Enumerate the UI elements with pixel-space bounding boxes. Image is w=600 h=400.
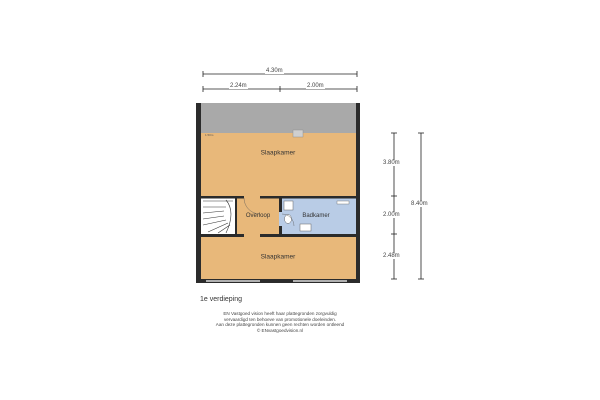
bathroom-shower bbox=[284, 201, 293, 210]
stair-area bbox=[201, 198, 235, 234]
floor-label: 1e verdieping bbox=[200, 296, 243, 303]
slaapkamer-top-floor bbox=[201, 133, 356, 196]
room-label-badkamer: Badkamer bbox=[302, 213, 330, 219]
disclaimer bbox=[160, 311, 400, 333]
badkamer-door-opening bbox=[279, 212, 282, 226]
dim-total-width: 4.30m bbox=[266, 68, 283, 74]
radiator-icon bbox=[337, 201, 349, 204]
dim-height-top: 3.80m bbox=[383, 160, 400, 166]
dim-height-bottom: 2.48m bbox=[383, 253, 400, 259]
small-annotation: 1.50m bbox=[205, 133, 214, 137]
dim-height-mid: 2.00m bbox=[383, 212, 400, 218]
dim-width-right: 2.00m bbox=[307, 83, 324, 89]
sink-icon bbox=[300, 224, 311, 231]
toilet-icon bbox=[285, 215, 292, 224]
dimension-top-split bbox=[203, 86, 357, 92]
disclaimer-line: Aan deze plattegronden kunnen geen rechten worden ontleend bbox=[215, 322, 345, 328]
room-label-slaapkamer-top: Slaapkamer bbox=[260, 149, 296, 157]
dim-width-left: 2.24m bbox=[230, 83, 247, 89]
disclaimer-line: © ENvastgoedvision.nl bbox=[256, 327, 304, 333]
room-label-overloop: Overloop bbox=[245, 213, 271, 219]
dim-total-height: 8.40m bbox=[411, 201, 428, 207]
room-label-slaapkamer-bottom: Slaapkamer bbox=[260, 253, 296, 261]
disclaimer-line: vervaardigd ten behoeve van promotionele doeleinden. bbox=[223, 316, 337, 322]
disclaimer-line: EN Vastgoed vision heeft haar plattegronden zorgvuldig bbox=[223, 311, 337, 316]
skylight-icon bbox=[293, 130, 303, 137]
roof-area bbox=[196, 103, 360, 133]
